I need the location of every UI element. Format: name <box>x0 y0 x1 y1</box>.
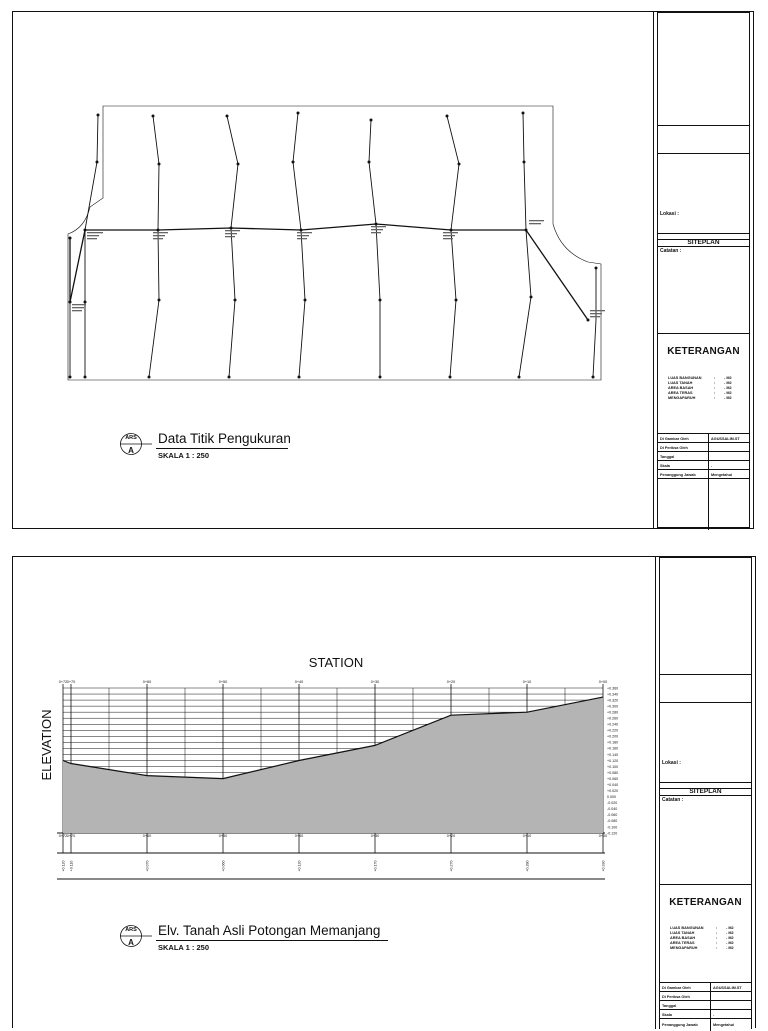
survey-point-plan <box>13 12 653 528</box>
station-tick-label: 0+30 <box>370 834 380 838</box>
longitudinal-profile <box>13 557 653 897</box>
legend-row: AREA TERAS : - M2 <box>670 941 734 945</box>
badge-code: ARS <box>125 435 137 441</box>
station-tick-label: 0+72 <box>58 680 68 684</box>
siteplan-label: SITEPLAN <box>689 788 722 795</box>
elevation-tick-label: +0.260 <box>607 716 619 721</box>
elevation-tick-label: +0.120 <box>607 758 619 763</box>
elevation-tick-label: +0.340 <box>607 692 619 697</box>
elevation-tick-label: +0.160 <box>607 746 619 751</box>
info-row: Di Periksa Oleh <box>658 442 749 452</box>
station-tick-label: 0+40 <box>294 680 304 684</box>
area-legend <box>668 376 732 401</box>
drawing-title: Elv. Tanah Asli Potongan Memanjang <box>158 923 381 938</box>
station-tick-label: 0+30 <box>370 680 380 684</box>
station-tick-label: 0+00 <box>598 680 608 684</box>
badge-letter: A <box>128 938 134 947</box>
elevation-value-label: +0.120 <box>297 860 302 872</box>
elevation-tick-label: -0.020 <box>607 801 618 806</box>
info-table <box>660 982 751 1030</box>
elevation-value-label: +0.120 <box>61 860 66 872</box>
elevation-tick-label: +0.100 <box>607 764 619 769</box>
elevation-tick-label: +0.300 <box>607 704 619 709</box>
elevation-axis-title: ELEVATION <box>39 709 54 781</box>
drawing-caption <box>120 431 320 461</box>
elevation-value-label: +0.170 <box>373 860 378 872</box>
elevation-tick-label: +0.040 <box>607 782 619 787</box>
title-block-frame <box>659 557 752 1029</box>
station-tick-label: 0+10 <box>522 680 532 684</box>
station-tick-label: 0+20 <box>446 834 456 838</box>
drawing-scale: SKALA 1 : 250 <box>158 451 209 460</box>
keterangan-heading: KETERANGAN <box>669 897 742 908</box>
drawing-scale: SKALA 1 : 250 <box>158 943 209 952</box>
station-tick-label: 0+60 <box>142 834 152 838</box>
elevation-tick-label: +0.220 <box>607 728 619 733</box>
elevation-tick-label: +0.280 <box>607 710 619 715</box>
info-row: Di Gambar Oleh AGUSSALIM.ST <box>660 982 751 992</box>
elevation-tick-label: -0.100 <box>607 825 618 830</box>
station-tick-label: 0+20 <box>446 680 456 684</box>
info-row <box>658 478 749 530</box>
title-block <box>653 12 753 528</box>
area-legend <box>670 926 734 951</box>
elevation-value-label: +0.330 <box>601 860 606 872</box>
siteplan-label: SITEPLAN <box>687 239 720 246</box>
title-underline <box>156 448 288 449</box>
catatan-label: Catatan : <box>660 248 682 254</box>
elevation-value-label: +0.070 <box>145 860 150 872</box>
info-row: Di Gambar Oleh AGUSSALIM.ST <box>658 433 749 443</box>
station-tick-label: 0+00 <box>598 834 608 838</box>
legend-row: AREA TERAS : - M2 <box>668 391 732 395</box>
station-tick-label: 0+50 <box>218 680 228 684</box>
title-block <box>655 557 755 1029</box>
station-tick-label: 0+40 <box>294 834 304 838</box>
elevation-tick-label: -0.080 <box>607 819 618 824</box>
legend-row: AREA BASAH : - M2 <box>670 936 734 940</box>
elevation-tick-label: -0.120 <box>607 831 618 836</box>
legend-row: AREA BASAH : - M2 <box>668 386 732 390</box>
info-row: Penanggung Jawab Mengetahui <box>660 1018 751 1031</box>
elevation-tick-label: +0.020 <box>607 789 619 794</box>
drawing-caption <box>120 923 400 953</box>
info-row: Tanggal <box>660 1000 751 1010</box>
badge-code: ARS <box>125 927 137 933</box>
legend-row: LUAS BANGUNAN : - M2 <box>670 926 734 930</box>
elevation-tick-label: +0.360 <box>607 686 619 691</box>
legend-row: LUAS BANGUNAN : - M2 <box>668 376 732 380</box>
elevation-tick-label: +0.140 <box>607 752 619 757</box>
station-tick-label: 0+50 <box>218 834 228 838</box>
station-tick-label: 0+10 <box>522 834 532 838</box>
elevation-tick-label: 0.000 <box>607 795 616 800</box>
elevation-tick-label: +0.180 <box>607 740 619 745</box>
title-block-frame <box>657 12 750 528</box>
info-row: Tanggal <box>658 451 749 461</box>
elevation-tick-label: +0.060 <box>607 776 619 781</box>
lokasi-label: Lokasi : <box>660 211 679 217</box>
station-tick-label: 0+72 <box>58 834 68 838</box>
elevation-value-label: +0.280 <box>525 860 530 872</box>
elevation-value-label: +0.270 <box>449 860 454 872</box>
keterangan-heading: KETERANGAN <box>667 346 740 357</box>
info-row: Penanggung Jawab Mengetahui <box>658 469 749 479</box>
drawing-sheet-profile <box>12 556 756 1028</box>
info-row: Di Periksa Oleh <box>660 991 751 1001</box>
legend-row: LUAS TANAH : - M2 <box>668 381 732 385</box>
elevation-value-label: +0.060 <box>221 860 226 872</box>
elevation-tick-label: +0.240 <box>607 722 619 727</box>
legend-row: MENGAPARUH : - M2 <box>670 946 734 950</box>
title-underline <box>156 940 388 941</box>
badge-letter: A <box>128 446 134 455</box>
station-tick-label: 0+70 <box>66 834 76 838</box>
elevation-value-label: +0.110 <box>69 860 74 872</box>
station-axis-title: STATION <box>308 655 364 670</box>
lokasi-label: Lokasi : <box>662 760 681 766</box>
station-tick-label: 0+70 <box>66 680 76 684</box>
info-row: Skala - <box>660 1009 751 1019</box>
elevation-tick-label: -0.040 <box>607 807 618 812</box>
info-row: Skala - <box>658 460 749 470</box>
drawing-sheet-siteplan <box>12 11 754 529</box>
drawing-title: Data Titik Pengukuran <box>158 431 291 446</box>
legend-row: MENGAPARUH : - M2 <box>668 396 732 400</box>
catatan-label: Catatan : <box>662 797 684 803</box>
info-table <box>658 433 749 529</box>
elevation-tick-label: +0.320 <box>607 698 619 703</box>
station-tick-label: 0+60 <box>142 680 152 684</box>
elevation-tick-label: -0.060 <box>607 813 618 818</box>
elevation-tick-label: +0.080 <box>607 770 619 775</box>
elevation-tick-label: +0.200 <box>607 734 619 739</box>
legend-row: LUAS TANAH : - M2 <box>670 931 734 935</box>
